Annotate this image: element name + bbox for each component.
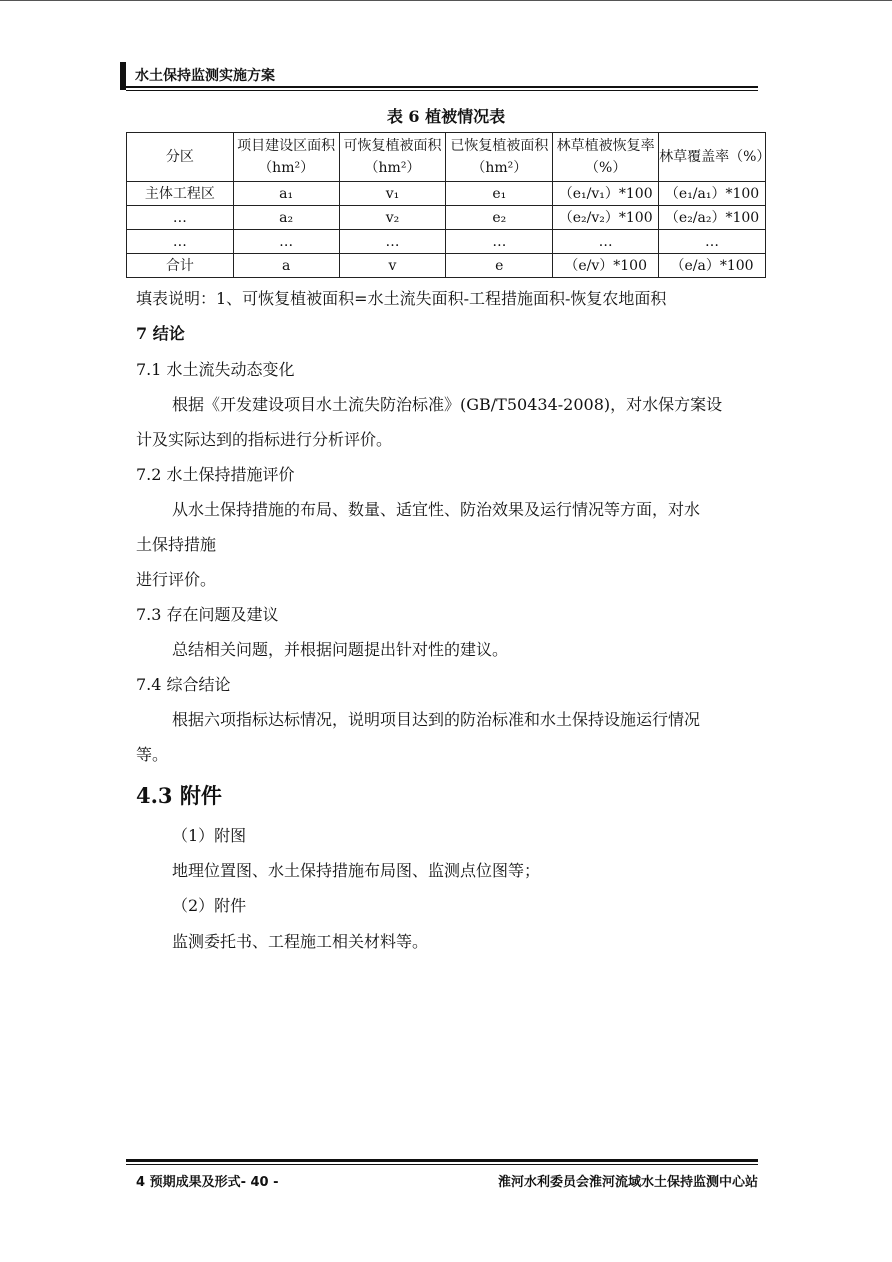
table-cell: e₁ xyxy=(446,182,553,206)
table-cell: （e₂/v₂）*100 xyxy=(553,206,659,230)
header-rule xyxy=(126,86,758,88)
table-cell: … xyxy=(339,230,446,254)
table-cell: v₂ xyxy=(339,206,446,230)
table-total-row xyxy=(127,254,766,278)
header-cell: 已恢复植被面积（hm²） xyxy=(446,133,553,182)
paragraph-line: 等。 xyxy=(136,745,169,764)
subsection-heading: 7.4 综合结论 xyxy=(136,675,231,694)
table-cell: 合计 xyxy=(127,254,234,278)
header-cell: 分区 xyxy=(127,133,234,182)
table-cell: 主体工程区 xyxy=(127,182,234,206)
paragraph-line: 从水土保持措施的布局、数量、适宜性、防治效果及运行情况等方面，对水 xyxy=(172,500,701,519)
footer-right: 淮河水利委员会淮河流域水土保持监测中心站 xyxy=(497,1175,758,1190)
table-cell: … xyxy=(127,206,234,230)
subsection-heading: 7.2 水土保持措施评价 xyxy=(136,465,295,484)
table-row xyxy=(127,230,766,254)
table-row xyxy=(127,182,766,206)
table-cell: a xyxy=(233,254,339,278)
header-cell: 项目建设区面积（hm²） xyxy=(233,133,339,182)
table-note: 填表说明：1、可恢复植被面积=水土流失面积-工程措施面积-恢复农地面积 xyxy=(136,289,667,308)
table-row xyxy=(127,206,766,230)
table-header-row xyxy=(127,133,766,182)
footer-rule-thin xyxy=(126,1164,758,1165)
header-cell: 林草植被恢复率（%） xyxy=(553,133,659,182)
table-cell: （e₁/v₁）*100 xyxy=(553,182,659,206)
paragraph-line: 进行评价。 xyxy=(136,570,217,589)
table-cell: e xyxy=(446,254,553,278)
section-heading-large: 4.3 附件 xyxy=(136,783,222,808)
table-cell: v xyxy=(339,254,446,278)
paragraph-line: 根据六项指标达标情况，说明项目达到的防治标准和水土保持设施运行情况 xyxy=(172,710,701,729)
table-cell: … xyxy=(233,230,339,254)
vegetation-table xyxy=(126,132,771,278)
paragraph-line: 根据《开发建设项目水土流失防治标准》(GB/T50434-2008)，对水保方案设 xyxy=(172,395,723,414)
footer-rule xyxy=(126,1159,758,1162)
table-caption: 表 6 植被情况表 xyxy=(386,107,506,126)
header-cell: 林草覆盖率（%） xyxy=(659,133,766,182)
header-rule-thin xyxy=(126,90,758,91)
subsection-heading: 7.3 存在问题及建议 xyxy=(136,605,279,624)
paragraph-line: 总结相关问题，并根据问题提出针对性的建议。 xyxy=(172,640,509,659)
table-cell: v₁ xyxy=(339,182,446,206)
table-cell: … xyxy=(553,230,659,254)
footer-left: 4 预期成果及形式- 40 - xyxy=(136,1175,279,1190)
header-cell: 可恢复植被面积（hm²） xyxy=(339,133,446,182)
table-cell: （e₁/a₁）*100 xyxy=(659,182,766,206)
list-item: （1）附图 xyxy=(172,826,247,845)
paragraph-line: 地理位置图、水土保持措施布局图、监测点位图等； xyxy=(172,861,541,880)
table-cell: （e/a）*100 xyxy=(659,254,766,278)
list-item: （2）附件 xyxy=(172,896,247,915)
table-cell: a₂ xyxy=(233,206,339,230)
table-cell: （e/v）*100 xyxy=(553,254,659,278)
table-cell: e₂ xyxy=(446,206,553,230)
top-border xyxy=(0,0,892,1)
table-cell: （e₂/a₂）*100 xyxy=(659,206,766,230)
subsection-heading: 7.1 水土流失动态变化 xyxy=(136,360,295,379)
paragraph-line: 计及实际达到的指标进行分析评价。 xyxy=(136,430,393,449)
table-cell: … xyxy=(446,230,553,254)
paragraph-line: 监测委托书、工程施工相关材料等。 xyxy=(172,932,429,951)
table-cell: … xyxy=(127,230,234,254)
header-title: 水土保持监测实施方案 xyxy=(135,68,275,84)
section-heading: 7 结论 xyxy=(136,324,185,343)
table-cell: … xyxy=(659,230,766,254)
page-header xyxy=(120,62,758,86)
table-cell: a₁ xyxy=(233,182,339,206)
paragraph-line: 土保持措施 xyxy=(136,535,217,554)
